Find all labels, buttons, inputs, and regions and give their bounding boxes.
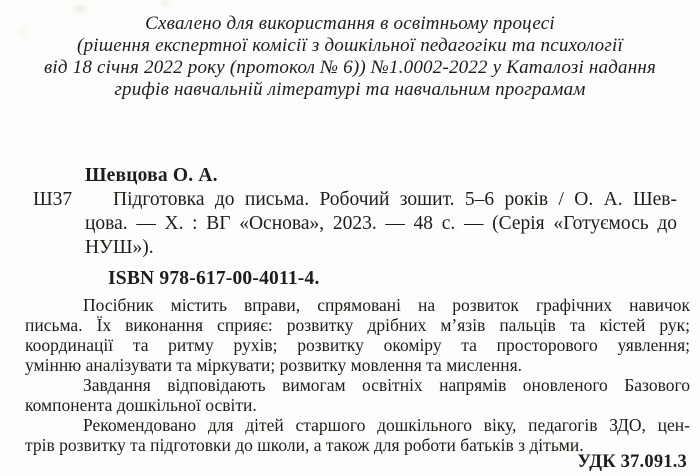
scan-artifact	[160, 1, 170, 5]
approval-line: Схвалено для використання в освітньому процесі	[145, 13, 555, 34]
annotation-line: умінню аналізувати та міркувати; розвитку мовлення та мислення.	[25, 355, 523, 375]
title-line: цова. — Х. : ВГ «Основа», 2023. — 48 с. — (Серія «Готуємось до	[85, 213, 677, 234]
annotation-block	[25, 295, 690, 455]
title-line: Підготовка до письма. Робочий зошит. 5–6 років / О. А. Шев-	[113, 189, 677, 210]
annotation-line: компонента дошкільної освіти.	[25, 395, 257, 415]
author-name: Шевцова О. А.	[85, 165, 218, 186]
annotation-line: письма. Їх виконання сприяє: розвитку дрібних м’язів пальців та кістей рук;	[25, 315, 690, 335]
author-classification-code: Ш37	[33, 189, 73, 210]
annotation-line: координації та ритму рухів; розвитку окоміру та просторового уявлення;	[25, 335, 690, 355]
book-title-block	[85, 188, 677, 260]
isbn-number: ISBN 978-617-00-4011-4.	[108, 268, 320, 289]
annotation-paragraph	[25, 295, 690, 375]
annotation-line: трів розвитку та підготовки до школи, а також для роботи батьків з дітьми.	[25, 435, 584, 455]
annotation-line: Рекомендовано для дітей старшого дошкільного віку, педагогів ЗДО, цен-	[83, 415, 690, 435]
annotation-paragraph	[25, 375, 690, 415]
title-line: НУШ»).	[85, 237, 154, 258]
scan-artifact	[72, 6, 88, 11]
annotation-line: Посібник містить вправи, спрямовані на розвиток графічних навичок	[83, 295, 690, 315]
approval-notice	[0, 13, 700, 101]
approval-line: (рішення експертної комісії з дошкільної педагогіки та психології	[77, 35, 623, 56]
approval-line: грифів навчальній літературі та навчальним програмам	[114, 79, 586, 100]
approval-line: від 18 січня 2022 року (протокол № 6)) №1.0002-2022 у Каталозі надання	[43, 57, 656, 78]
udc-classification: УДК 37.091.3	[577, 452, 687, 472]
annotation-line: Завдання відповідають вимогам освітніх напрямів оновленого Базового	[83, 375, 690, 395]
annotation-paragraph	[25, 415, 690, 455]
bibliographic-entry	[33, 164, 677, 291]
